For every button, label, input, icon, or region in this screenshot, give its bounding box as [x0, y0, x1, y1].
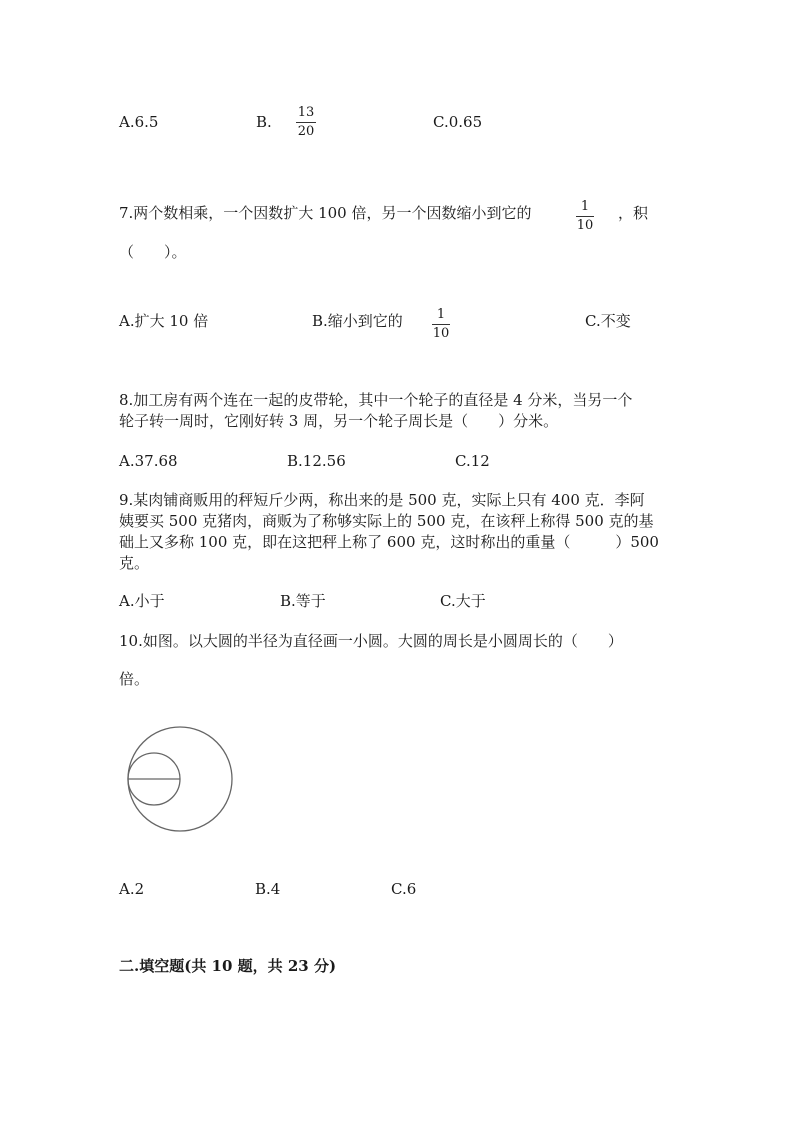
q7-fraction [576, 199, 594, 234]
q7-option-b-fraction [432, 307, 450, 342]
q6-option-b-fraction [296, 105, 316, 140]
q8-option-c[interactable]: C.12 [455, 452, 490, 470]
q7-option-b[interactable]: B.缩小到它的 [312, 312, 403, 330]
fraction-bar [432, 324, 450, 325]
q8-question-line2: 轮子转一周时，它刚好转 3 周，另一个轮子周长是（ ）分米。 [119, 412, 559, 430]
q8-option-a[interactable]: A.37.68 [119, 452, 178, 470]
q10-question-line1: 10.如图。以大圆的半径为直径画一小圆。大圆的周长是小圆周长的（ ） [119, 632, 623, 650]
fraction-denominator: 20 [297, 124, 315, 139]
q6-option-a[interactable]: A.6.5 [119, 113, 159, 131]
q7-option-c[interactable]: C.不变 [585, 312, 631, 330]
circles-figure [123, 723, 243, 838]
fraction-numerator: 1 [580, 199, 590, 214]
q9-option-b[interactable]: B.等于 [280, 592, 326, 610]
q10-option-b[interactable]: B.4 [255, 880, 281, 898]
q7-question-line1: 7.两个数相乘，一个因数扩大 100 倍，另一个因数缩小到它的 [119, 204, 532, 222]
fraction-bar [296, 122, 316, 123]
fraction-numerator: 13 [297, 105, 315, 120]
q7-option-a[interactable]: A.扩大 10 倍 [119, 312, 209, 330]
fraction-bar [576, 216, 594, 217]
q9-question-line2: 姨要买 500 克猪肉，商贩为了称够实际上的 500 克，在该秤上称得 500 克的基 [119, 512, 654, 530]
q6-option-b[interactable]: B. [256, 113, 272, 131]
q10-option-c[interactable]: C.6 [391, 880, 417, 898]
fraction-denominator: 10 [432, 326, 450, 341]
q7-question-line2: （ ）。 [119, 243, 187, 261]
q10-option-a[interactable]: A.2 [119, 880, 145, 898]
fraction-numerator: 1 [436, 307, 446, 322]
q9-question-line4: 克。 [119, 554, 150, 572]
q9-question-line3: 础上又多称 100 克，即在这把秤上称了 600 克，这时称出的重量（ ）500 [119, 533, 659, 551]
q9-option-a[interactable]: A.小于 [119, 592, 165, 610]
q9-option-c[interactable]: C.大于 [440, 592, 486, 610]
section-heading: 二.填空题(共 10 题，共 23 分) [119, 957, 337, 975]
q8-question-line1: 8.加工房有两个连在一起的皮带轮，其中一个轮子的直径是 4 分米，当另一个 [119, 391, 633, 409]
q8-option-b[interactable]: B.12.56 [287, 452, 346, 470]
q6-option-c[interactable]: C.0.65 [433, 113, 483, 131]
q10-question-line2: 倍。 [119, 670, 150, 688]
fraction-denominator: 10 [576, 218, 594, 233]
q9-question-line1: 9.某肉铺商贩用的秤短斤少两，称出来的是 500 克，实际上只有 400 克．李阿 [119, 491, 645, 509]
q7-question-line1-end: ，积 [618, 204, 649, 222]
